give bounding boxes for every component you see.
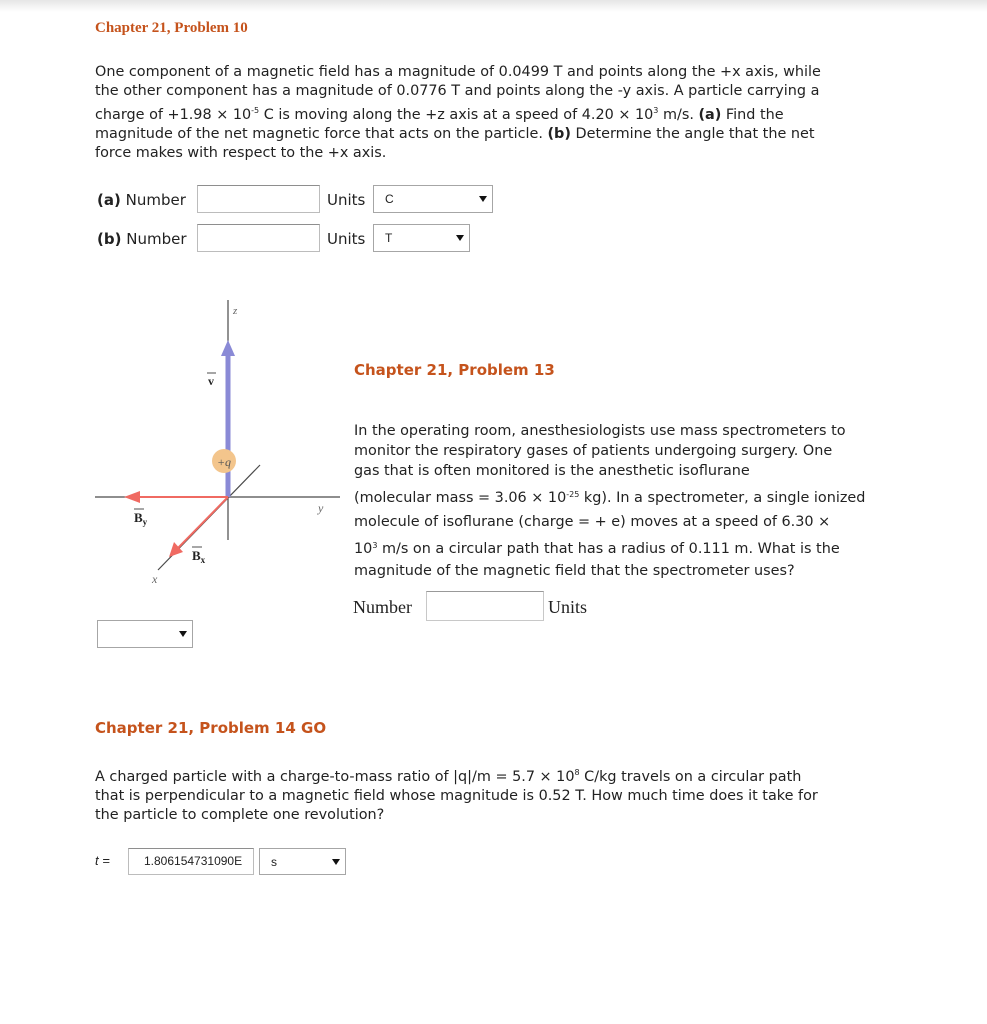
- problem-14-line-3: the particle to complete one revolution?: [95, 807, 385, 823]
- chevron-down-icon: [456, 235, 464, 241]
- problem-14-answer-value: 1.806154731090E: [144, 854, 243, 868]
- by-label: $B_y$: [134, 510, 148, 527]
- figure-answer-select[interactable]: [97, 620, 193, 648]
- top-shadow-bar: [0, 0, 987, 12]
- answer-a-units-select[interactable]: [373, 185, 493, 213]
- problem-13-line-5: molecule of isoflurane (charge = + e) moves at a speed of 6.30 ×: [354, 514, 831, 530]
- chevron-down-icon: [179, 631, 187, 637]
- problem-13-line-3: gas that is often monitored is the anesthetic isoflurane: [354, 463, 750, 479]
- answer-a-units-label: Units: [327, 191, 366, 209]
- problem-10-title: Chapter 21, Problem 10: [95, 20, 248, 36]
- x-axis-label: x: [152, 572, 158, 586]
- problem-13-line-4: (molecular mass = $3.06 \times 10^{-25}$ kg). In a spectrometer, a single ionized: [354, 490, 866, 506]
- bx-arrow: [178, 497, 228, 548]
- answer-a-units-value: C: [385, 192, 394, 206]
- problem-13-line-7: magnitude of the magnetic field that the spectrometer uses?: [354, 563, 795, 579]
- answer-b-units-select[interactable]: [373, 224, 470, 252]
- problem-10-line-4: magnitude of the net magnetic force that acts on the particle. (b) Determine the angle that the net: [95, 126, 815, 142]
- problem-14-units-value: s: [271, 854, 277, 869]
- chevron-down-icon: [479, 196, 487, 202]
- problem-14-line-2: that is perpendicular to a magnetic field whose magnitude is 0.52 T. How much time does it take for: [95, 788, 818, 804]
- charge-label: +q: [216, 455, 232, 469]
- problem-14-line-1: A charged particle with a charge-to-mass ratio of $|q|/m = 5.7 \times 10^8$ C/kg travels on a circular path: [95, 768, 802, 785]
- problem-13-line-1: In the operating room, anesthesiologists use mass spectrometers to: [354, 423, 846, 439]
- chevron-down-icon: [332, 859, 340, 865]
- velocity-label: v: [208, 374, 214, 388]
- answer-b-label: (b) Number: [97, 230, 187, 248]
- problem-10-line-3: charge of $+1.98 \times 10^{-5}$ C is moving along the +z axis at a speed of $4.20 \times 10^3$ m/s. (a) Find the: [95, 106, 784, 123]
- problem-13-answer-input[interactable]: [426, 591, 544, 621]
- problem-13-line-2: monitor the respiratory gases of patients undergoing surgery. One: [354, 443, 833, 459]
- y-axis-label: y: [318, 501, 324, 515]
- answer-b-input[interactable]: [197, 224, 320, 252]
- answer-b-units-label: Units: [327, 230, 366, 248]
- problem-10-line-2: the other component has a magnitude of 0.0776 T and points along the -y axis. A particle carrying a: [95, 83, 820, 99]
- answer-a-input[interactable]: [197, 185, 320, 213]
- problem-14-text: [95, 763, 895, 825]
- problem-14-title: Chapter 21, Problem 14 GO: [95, 719, 327, 737]
- problem-10-line-5: force makes with respect to the +x axis.: [95, 145, 387, 161]
- problem-13-units-label: Units: [548, 597, 588, 617]
- problem-14-units-select[interactable]: [259, 848, 346, 875]
- magnetic-field-diagram: [90, 290, 350, 600]
- problem-14-answer-input[interactable]: [128, 848, 254, 875]
- bx-label: $B_x$: [192, 548, 206, 565]
- problem-13-text: [354, 419, 914, 583]
- z-axis-label: z: [233, 305, 238, 317]
- by-arrowhead: [124, 491, 140, 503]
- problem-13-line-6: $10^3$ m/s on a circular path that has a radius of 0.111 m. What is the: [354, 541, 840, 557]
- problem-14-t-label: t =: [95, 853, 110, 868]
- problem-10-line-1: One component of a magnetic field has a magnitude of 0.0499 T and points along the +x axis, while: [95, 64, 821, 80]
- problem-13-number-label: Number: [353, 597, 412, 617]
- problem-10-text: [95, 63, 895, 163]
- velocity-arrowhead: [221, 340, 235, 356]
- answer-a-label: (a) Number: [97, 191, 186, 209]
- answer-b-units-value: T: [385, 231, 393, 245]
- problem-13-title: Chapter 21, Problem 13: [354, 361, 555, 379]
